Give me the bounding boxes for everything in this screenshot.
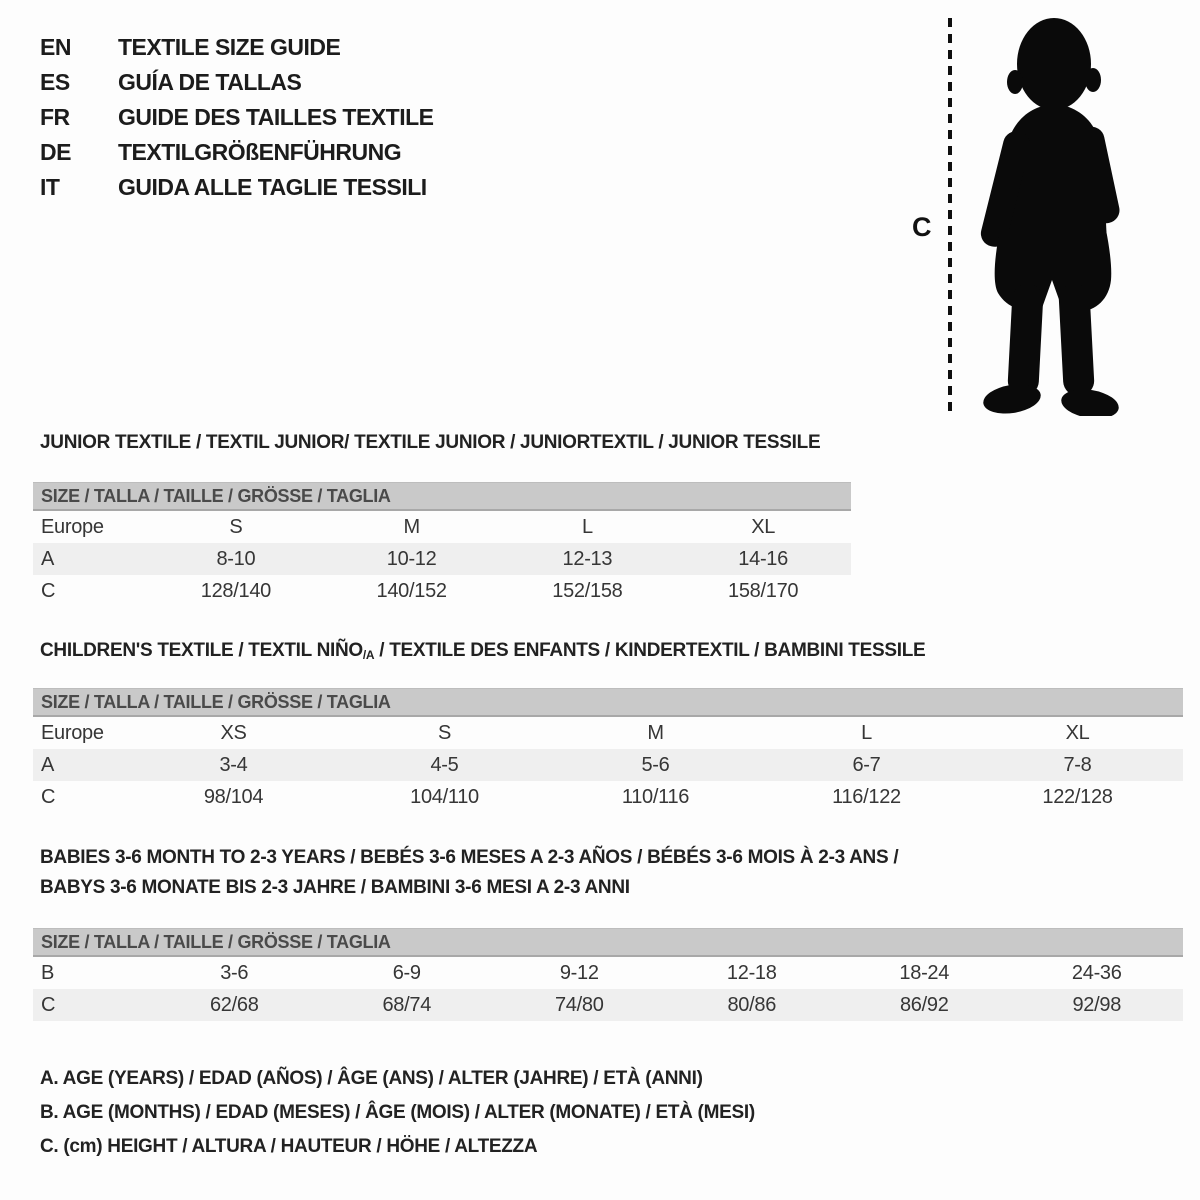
language-code: ES [40, 69, 70, 95]
age-cell: 7-8 [1063, 754, 1092, 776]
language-row-de [40, 135, 434, 170]
table-row-europe [33, 511, 851, 543]
height-cell: 122/128 [1042, 786, 1113, 808]
language-row-fr [40, 100, 434, 135]
size-cell: S [437, 722, 452, 744]
size-cell: L [861, 722, 872, 744]
age-cell: 6-9 [392, 962, 421, 984]
age-cell: 3-4 [219, 754, 248, 776]
language-row-it [40, 170, 434, 205]
children-title-subscript: /A [362, 648, 375, 662]
junior-size-table [33, 482, 851, 607]
table-row-age-years [33, 749, 1183, 781]
table-row-height-cm [33, 781, 1183, 813]
height-cell: 92/98 [1072, 994, 1122, 1016]
toddler-silhouette-icon [962, 16, 1140, 416]
table-row-age-years [33, 543, 851, 575]
height-cell: 74/80 [554, 994, 604, 1016]
age-cell: 12-13 [562, 548, 613, 570]
row-label: C [41, 786, 56, 808]
language-title: GUIDE DES TAILLES TEXTILE [118, 104, 434, 130]
height-cell: 62/68 [209, 994, 259, 1016]
babies-section-title [40, 843, 898, 903]
legend-age-months: B. AGE (MONTHS) / EDAD (MESES) / ÂGE (MOIS) / ALTER (MONATE) / ETÀ (MESI) [40, 1102, 755, 1123]
height-cell: 152/158 [552, 580, 623, 602]
age-cell: 8-10 [216, 548, 256, 570]
language-title: GUÍA DE TALLAS [118, 69, 302, 95]
height-cell: 68/74 [382, 994, 432, 1016]
children-section-title [40, 640, 925, 666]
row-label: Europe [41, 722, 104, 744]
language-row-en [40, 30, 434, 65]
size-cell: S [229, 516, 243, 538]
children-title-suffix: / TEXTILE DES ENFANTS / KINDERTEXTIL / BAMBINI TESSILE [374, 640, 926, 661]
height-cell: 86/92 [899, 994, 949, 1016]
size-cell: L [581, 516, 593, 538]
children-title-prefix: CHILDREN'S TEXTILE / TEXTIL NIÑO [40, 640, 363, 661]
table-row-age-months [33, 957, 1183, 989]
row-label: C [41, 580, 56, 602]
table-row-europe [33, 717, 1183, 749]
language-code: FR [40, 104, 70, 130]
age-cell: 18-24 [899, 962, 950, 984]
babies-title-line1: BABIES 3-6 MONTH TO 2-3 YEARS / BEBÉS 3-6 MESES A 2-3 AÑOS / BÉBÉS 3-6 MOIS À 2-3 ANS / [40, 847, 899, 868]
age-cell: 5-6 [641, 754, 670, 776]
size-cell: XL [1065, 722, 1090, 744]
row-label: A [41, 548, 55, 570]
measurement-legend [40, 1062, 755, 1164]
language-title: GUIDA ALLE TAGLIE TESSILI [118, 174, 427, 200]
height-cell: 104/110 [410, 786, 479, 808]
age-cell: 3-6 [220, 962, 249, 984]
language-title: TEXTILGRÖßENFÜHRUNG [118, 139, 402, 165]
height-cell: 80/86 [727, 994, 777, 1016]
row-label: Europe [41, 516, 104, 538]
height-cell: 98/104 [203, 786, 264, 808]
table-header-bar: SIZE / TALLA / TAILLE / GRÖSSE / TAGLIA [33, 482, 851, 511]
table-row-height-cm [33, 575, 851, 607]
age-cell: 4-5 [430, 754, 459, 776]
size-cell: XS [220, 722, 247, 744]
row-label: A [41, 754, 55, 776]
height-measure-label: C [912, 212, 932, 242]
age-cell: 24-36 [1071, 962, 1122, 984]
age-cell: 10-12 [386, 548, 437, 570]
legend-height-cm: C. (cm) HEIGHT / ALTURA / HAUTEUR / HÖHE / ALTEZZA [40, 1136, 538, 1157]
row-label: B [41, 962, 55, 984]
language-code: DE [40, 139, 71, 165]
height-cell: 110/116 [621, 786, 690, 808]
height-cell: 128/140 [200, 580, 271, 602]
legend-age-years: A. AGE (YEARS) / EDAD (AÑOS) / ÂGE (ANS) / ALTER (JAHRE) / ETÀ (ANNI) [40, 1068, 703, 1089]
age-cell: 6-7 [852, 754, 881, 776]
babies-size-table [33, 928, 1183, 1021]
size-cell: M [403, 516, 420, 538]
age-cell: 12-18 [726, 962, 777, 984]
junior-section-title: JUNIOR TEXTILE / TEXTIL JUNIOR/ TEXTILE JUNIOR / JUNIORTEXTIL / JUNIOR TESSILE [40, 432, 821, 453]
language-row-es [40, 65, 434, 100]
language-list [40, 30, 434, 205]
table-header-bar: SIZE / TALLA / TAILLE / GRÖSSE / TAGLIA [33, 688, 1183, 717]
babies-title-line2: BABYS 3-6 MONATE BIS 2-3 JAHRE / BAMBINI 3-6 MESI A 2-3 ANNI [40, 877, 630, 898]
age-cell: 14-16 [738, 548, 788, 570]
language-code: IT [40, 174, 60, 200]
size-cell: XL [751, 516, 776, 538]
height-cell: 158/170 [728, 580, 799, 602]
row-label: C [41, 994, 56, 1016]
table-header-bar: SIZE / TALLA / TAILLE / GRÖSSE / TAGLIA [33, 928, 1183, 957]
height-dashed-line [948, 18, 952, 416]
age-cell: 9-12 [559, 962, 599, 984]
table-row-height-cm [33, 989, 1183, 1021]
language-code: EN [40, 34, 71, 60]
language-title: TEXTILE SIZE GUIDE [118, 34, 341, 60]
height-cell: 140/152 [376, 580, 447, 602]
children-size-table [33, 688, 1183, 813]
size-cell: M [647, 722, 664, 744]
height-cell: 116/122 [832, 786, 901, 808]
